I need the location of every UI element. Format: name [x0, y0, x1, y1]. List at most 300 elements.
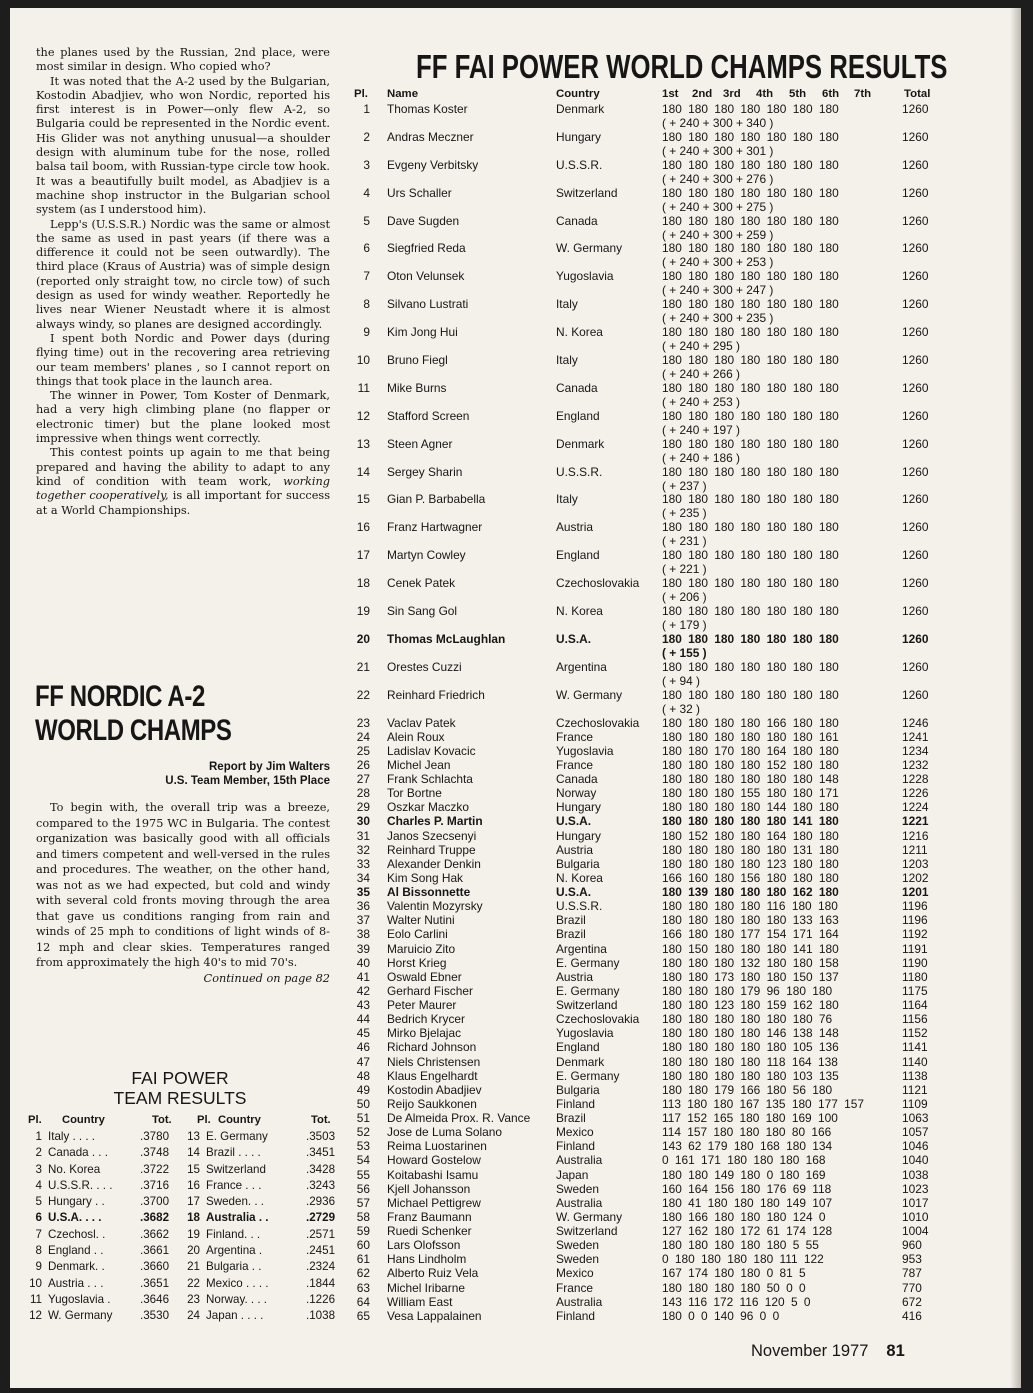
team-cell: Hungary . . [48, 1195, 105, 1209]
country: Austria [556, 520, 594, 535]
place: 49 [356, 1082, 370, 1097]
round-scores: 180 180 180 180 180 180 180 [662, 576, 839, 591]
total: 672 [902, 1294, 922, 1309]
place: 41 [356, 969, 370, 984]
paragraph: the planes used by the Russian, 2nd place, were most similar in design. Who copied who? [36, 46, 330, 74]
competitor-name: Walter Nutini [387, 913, 455, 928]
result-row [346, 632, 946, 660]
country: Yugoslavia [556, 269, 614, 284]
result-row [346, 1182, 946, 1196]
team-cell: .1038 [306, 1309, 336, 1323]
place: 18 [356, 576, 370, 591]
competitor-name: Kim Song Hak [387, 870, 464, 885]
result-row [346, 214, 946, 242]
result-row [346, 871, 946, 885]
round-scores: 180 180 180 155 180 180 171 [662, 786, 839, 801]
result-row [346, 520, 946, 548]
team-cell: 20 [187, 1244, 200, 1258]
round-scores: 180 180 180 180 180 180 180 [662, 520, 839, 535]
result-row [346, 913, 946, 927]
team-cell: Bulgaria . . [206, 1260, 262, 1274]
round-scores: 127 162 180 172 61 174 128 [662, 1224, 833, 1239]
round-scores: 180 180 180 180 180 180 180 [662, 464, 839, 479]
left-column-article [36, 46, 330, 518]
place: 27 [356, 772, 370, 787]
place: 22 [356, 687, 370, 702]
place: 13 [356, 436, 370, 451]
total: 1201 [902, 885, 929, 900]
total: 1202 [902, 870, 929, 885]
col-header: Total [904, 88, 931, 100]
flyoff-scores: ( + 240 + 295 ) [662, 339, 741, 354]
col-header: Tot. [311, 1114, 331, 1126]
country: England [556, 1040, 600, 1055]
result-row [346, 465, 946, 493]
country: Sweden [556, 1252, 599, 1267]
place: 30 [356, 814, 370, 829]
flyoff-scores: ( + 237 ) [662, 478, 707, 493]
competitor-name: Ruedi Schenker [387, 1224, 472, 1239]
place: 56 [356, 1181, 370, 1196]
place: 14 [356, 464, 370, 479]
team-cell: .3428 [306, 1162, 336, 1176]
round-scores: 167 174 180 180 0 81 5 [662, 1266, 806, 1281]
team-cell: 6 [35, 1211, 42, 1225]
round-scores: 160 164 156 180 176 69 118 [662, 1181, 832, 1196]
place: 37 [356, 913, 370, 928]
flyoff-scores: ( + 240 + 300 + 340 ) [662, 116, 774, 130]
total: 1260 [902, 157, 929, 172]
place: 1 [363, 102, 370, 116]
competitor-name: Maruicio Zito [387, 941, 456, 956]
byline-role: U.S. Team Member, 15th Place [165, 775, 330, 787]
result-row [346, 857, 946, 871]
team-cell: No. Korea [48, 1162, 101, 1176]
round-scores: 180 180 180 180 180 141 180 [662, 814, 839, 829]
total: 1004 [902, 1224, 929, 1239]
team-cell: 17 [187, 1195, 200, 1209]
country: Brazil [556, 927, 586, 942]
round-scores: 180 180 180 180 118 164 138 [662, 1054, 838, 1069]
result-row [346, 1055, 946, 1069]
team-cell: 8 [35, 1244, 42, 1258]
place: 29 [356, 800, 370, 815]
team-cell: .2936 [306, 1195, 336, 1209]
country: Bulgaria [556, 856, 600, 871]
country: U.S.S.R. [556, 899, 603, 914]
text-run: This contest points up again to me that being prepared and having the ability to adapt to any kind of condition with team work, [36, 446, 330, 488]
team-row [28, 1179, 338, 1195]
col-header: Country [556, 88, 600, 100]
competitor-name: Koitabashi Isamu [387, 1167, 479, 1182]
col-header: Tot. [152, 1114, 172, 1126]
result-row [346, 576, 946, 604]
country: Italy [556, 492, 578, 507]
country: Brazil [556, 1111, 586, 1126]
page-number: 81 [886, 1342, 905, 1360]
total: 1203 [902, 856, 929, 871]
nordic-article [36, 800, 330, 986]
country: Australia [556, 1153, 603, 1168]
country: W. Germany [556, 241, 623, 256]
competitor-name: Oton Velunsek [387, 269, 465, 284]
round-scores: 180 180 180 180 180 103 135 [662, 1068, 839, 1083]
result-row [346, 1083, 946, 1097]
col-header: 6th [822, 88, 840, 100]
total: 1109 [902, 1096, 928, 1111]
text-run: is all important for success at a World Championships. [36, 489, 330, 517]
competitor-name: Kim Jong Hui [387, 325, 458, 340]
team-cell: Austria . . . [48, 1276, 104, 1290]
place: 34 [356, 870, 370, 885]
result-row [346, 325, 946, 353]
byline [70, 760, 330, 788]
round-scores: 180 180 180 180 180 180 180 [662, 687, 839, 702]
round-scores: 180 180 180 180 50 0 0 [662, 1280, 806, 1295]
team-row [28, 1195, 338, 1211]
team-cell: 4 [35, 1178, 42, 1192]
flyoff-scores: ( + 221 ) [662, 562, 707, 577]
country: Finland [556, 1096, 595, 1111]
place: 24 [356, 729, 370, 744]
total: 1260 [902, 659, 929, 674]
team-cell: .3646 [140, 1292, 170, 1306]
round-scores: 180 180 179 166 180 56 180 [662, 1082, 833, 1097]
team-cell: 14 [187, 1146, 200, 1160]
result-row [346, 970, 946, 984]
team-cell: .3780 [140, 1130, 170, 1143]
result-row [346, 604, 946, 632]
nordic-body: To begin with, the overall trip was a breeze, compared to the 1975 WC in Bulgaria. The contest organization was basically good with all officials and timers competent and well-versed in the rules and procedures. The weather, on the other hand, was not as we had expected, but cold and windy with several cold fronts moving through the area that gave us conditions ranging from rain and winds of 25 mph to conditions of light winds of 8-12 mph and clear skies. Temperatures ranged from approximately the high 40's to mid 70's. [36, 801, 330, 969]
round-scores: 180 180 180 180 123 180 180 [662, 856, 839, 871]
col-header: 7th [854, 88, 872, 100]
total: 787 [902, 1266, 922, 1281]
total: 1260 [902, 520, 929, 535]
country: W. Germany [556, 687, 623, 702]
competitor-name: Alberto Ruiz Vela [387, 1266, 479, 1281]
title-line: TEAM RESULTS [113, 1088, 247, 1108]
col-header: 3rd [723, 88, 741, 100]
team-row [28, 1260, 338, 1276]
country: E. Germany [556, 983, 620, 998]
flyoff-scores: ( + 155 ) [662, 645, 707, 660]
team-cell: W. Germany [48, 1309, 113, 1323]
col-header: 1st [662, 88, 679, 100]
team-cell: England . . [48, 1244, 104, 1258]
flyoff-scores: ( + 32 ) [662, 701, 701, 716]
round-scores: 180 180 180 180 180 180 180 [662, 157, 839, 172]
competitor-name: William East [387, 1294, 453, 1309]
result-row [346, 1153, 946, 1167]
nordic-heading [35, 680, 275, 748]
competitor-name: Evgeny Verbitsky [387, 157, 479, 172]
flyoff-scores: ( + 240 + 300 + 259 ) [662, 227, 774, 242]
team-row [28, 1146, 338, 1162]
round-scores: 180 0 0 140 96 0 0 [662, 1308, 780, 1323]
result-row [346, 899, 946, 913]
result-row [346, 1125, 946, 1139]
competitor-name: Hans Lindholm [387, 1252, 467, 1267]
total: 1234 [902, 743, 929, 758]
team-cell: Canada . . . [48, 1146, 108, 1160]
team-results-table [28, 1114, 338, 1326]
total: 1260 [902, 297, 929, 312]
total: 1260 [902, 102, 929, 116]
round-scores: 166 160 180 156 180 180 180 [662, 870, 839, 885]
results-header-row [346, 88, 946, 102]
col-header: Country [62, 1114, 105, 1126]
competitor-name: Howard Gostelow [387, 1153, 481, 1168]
team-cell: .3661 [140, 1244, 170, 1258]
result-row [346, 716, 946, 730]
round-scores: 180 166 180 180 180 124 0 [662, 1209, 826, 1224]
competitor-name: Vesa Lappalainen [387, 1308, 482, 1323]
country: Yugoslavia [556, 743, 614, 758]
title-line: FAI POWER [131, 1068, 229, 1088]
country: Canada [556, 772, 598, 787]
result-row [346, 1069, 946, 1083]
col-header: 2nd [692, 88, 713, 100]
round-scores: 180 180 180 180 166 180 180 [662, 715, 839, 730]
team-cell: 3 [35, 1162, 42, 1176]
result-row [346, 786, 946, 800]
result-row [346, 927, 946, 941]
result-row [346, 1040, 946, 1054]
result-row [346, 843, 946, 857]
paragraph-last [36, 446, 330, 517]
flyoff-scores: ( + 240 + 300 + 276 ) [662, 171, 774, 186]
total: 1260 [902, 241, 929, 256]
competitor-name: Franz Hartwagner [387, 520, 483, 535]
team-row [28, 1244, 338, 1260]
round-scores: 180 180 180 180 144 180 180 [662, 800, 839, 815]
round-scores: 180 180 180 180 180 105 136 [662, 1040, 839, 1055]
country: Sweden [556, 1181, 599, 1196]
paragraph [36, 800, 330, 985]
competitor-name: Oszkar Maczko [387, 800, 469, 815]
place: 51 [356, 1111, 370, 1126]
place: 61 [356, 1252, 370, 1267]
competitor-name: Gian P. Barbabella [387, 492, 486, 507]
team-cell: Czechosl. . [48, 1227, 106, 1241]
team-cell: .2729 [306, 1211, 336, 1225]
round-scores: 180 180 180 180 180 180 148 [662, 772, 839, 787]
competitor-name: Orestes Cuzzi [387, 659, 462, 674]
country: Mexico [556, 1266, 594, 1281]
result-row [346, 1266, 946, 1280]
flyoff-scores: ( + 240 + 300 + 253 ) [662, 255, 774, 270]
country: Argentina [556, 659, 607, 674]
country: Canada [556, 213, 598, 228]
result-row [346, 1111, 946, 1125]
total: 1141 [902, 1040, 928, 1055]
col-header: Pl. [28, 1114, 42, 1126]
issue-date: November 1977 [751, 1342, 869, 1360]
competitor-name: Sin Sang Gol [387, 604, 458, 619]
competitor-name: Kostodin Abadjiev [387, 1082, 482, 1097]
total: 1164 [902, 998, 928, 1013]
place: 26 [356, 757, 370, 772]
place: 43 [356, 998, 370, 1013]
team-cell: .3530 [140, 1309, 170, 1323]
total: 1260 [902, 185, 929, 200]
total: 1121 [902, 1082, 928, 1097]
total: 1175 [902, 983, 928, 998]
team-cell: 1 [35, 1130, 42, 1143]
team-cell: .3451 [306, 1146, 336, 1160]
paragraph: I spent both Nordic and Power days (during flying time) out in the recovering area retrieving our team members' planes , so I cannot report on things that took place in the launch area. [36, 331, 330, 388]
team-cell: France . . . [206, 1178, 262, 1192]
results-title: FF FAI POWER WORLD CHAMPS RESULTS [416, 48, 948, 85]
competitor-name: Dave Sugden [387, 213, 460, 228]
place: 9 [363, 325, 370, 340]
total: 1196 [902, 913, 928, 928]
total: 1260 [902, 631, 929, 646]
total: 1260 [902, 604, 929, 619]
team-cell: .3660 [140, 1260, 170, 1274]
place: 21 [356, 659, 370, 674]
country: Finland [556, 1139, 595, 1154]
round-scores: 180 180 180 132 180 180 158 [662, 955, 839, 970]
competitor-name: Bedrich Krycer [387, 1012, 465, 1027]
country: N. Korea [556, 604, 603, 619]
place: 44 [356, 1012, 370, 1027]
round-scores: 0 161 171 180 180 180 168 [662, 1153, 826, 1168]
place: 54 [356, 1153, 370, 1168]
competitor-name: Vaclav Patek [387, 715, 456, 730]
round-scores: 180 150 180 180 180 141 180 [662, 941, 839, 956]
team-cell: 7 [35, 1227, 42, 1241]
place: 33 [356, 856, 370, 871]
total: 1260 [902, 353, 929, 368]
total: 1224 [902, 800, 929, 815]
flyoff-scores: ( + 94 ) [662, 673, 701, 688]
country: Switzerland [556, 185, 618, 200]
team-row [28, 1293, 338, 1309]
place: 46 [356, 1040, 370, 1055]
total: 1260 [902, 213, 929, 228]
total: 1191 [902, 941, 928, 956]
competitor-name: Ladislav Kovacic [387, 743, 476, 758]
country: E. Germany [556, 1068, 620, 1083]
total: 1156 [902, 1012, 928, 1027]
competitor-name: Sergey Sharin [387, 464, 463, 479]
result-row [346, 1281, 946, 1295]
result-row [346, 1097, 946, 1111]
page-footer [751, 1342, 905, 1361]
total: 1038 [902, 1167, 929, 1182]
flyoff-scores: ( + 206 ) [662, 590, 707, 605]
result-row [346, 942, 946, 956]
country: Finland [556, 1308, 595, 1323]
total: 1260 [902, 269, 929, 284]
country: France [556, 757, 594, 772]
round-scores: 180 180 180 180 180 180 161 [662, 729, 839, 744]
place: 16 [356, 520, 370, 535]
team-results-title [90, 1068, 270, 1108]
total: 416 [902, 1308, 922, 1323]
result-row [346, 829, 946, 843]
place: 4 [363, 185, 370, 200]
team-cell: .1844 [306, 1276, 336, 1290]
round-scores: 180 180 149 180 0 180 169 [662, 1167, 826, 1182]
competitor-name: Charles P. Martin [387, 814, 483, 829]
round-scores: 180 180 180 180 180 180 180 [662, 297, 839, 312]
round-scores: 180 180 180 180 180 180 180 [662, 213, 839, 228]
competitor-name: Cenek Patek [387, 576, 456, 591]
country: France [556, 729, 594, 744]
competitor-name: Lars Olofsson [387, 1238, 461, 1253]
competitor-name: Franz Baumann [387, 1209, 472, 1224]
total: 1152 [902, 1026, 928, 1041]
team-cell: 18 [187, 1211, 200, 1225]
total: 1017 [902, 1195, 929, 1210]
result-row [346, 130, 946, 158]
total: 1221 [902, 814, 929, 829]
country: Norway [556, 786, 597, 801]
competitor-name: Siegfried Reda [387, 241, 466, 256]
round-scores: 180 180 180 180 180 180 180 [662, 241, 839, 256]
col-header: 5th [789, 88, 807, 100]
competitor-name: Stafford Screen [387, 408, 470, 423]
total: 1046 [902, 1139, 929, 1154]
result-row [346, 297, 946, 325]
round-scores: 180 152 180 180 164 180 180 [662, 828, 839, 843]
place: 47 [356, 1054, 370, 1069]
total: 1040 [902, 1153, 929, 1168]
flyoff-scores: ( + 240 + 266 ) [662, 367, 741, 382]
competitor-name: Michel Iribarne [387, 1280, 465, 1295]
competitor-name: Alexander Denkin [387, 856, 481, 871]
round-scores: 180 180 170 180 164 180 180 [662, 743, 839, 758]
round-scores: 143 62 179 180 168 180 134 [662, 1139, 833, 1154]
place: 63 [356, 1280, 370, 1295]
magazine-page [10, 8, 1021, 1388]
total: 1260 [902, 464, 929, 479]
country: Hungary [556, 828, 601, 843]
total: 1211 [902, 842, 928, 857]
competitor-name: Bruno Fiegl [387, 353, 448, 368]
flyoff-scores: ( + 240 + 300 + 235 ) [662, 311, 774, 326]
competitor-name: Reima Luostarinen [387, 1139, 487, 1154]
total: 1023 [902, 1181, 929, 1196]
total: 1260 [902, 380, 929, 395]
team-cell: Japan . . . . [206, 1309, 264, 1323]
result-row [346, 1139, 946, 1153]
total: 1057 [902, 1125, 929, 1140]
byline-author: Report by Jim Walters [209, 761, 330, 773]
place: 65 [356, 1308, 370, 1323]
round-scores: 180 180 180 180 180 131 180 [662, 842, 839, 857]
round-scores: 180 180 180 179 96 180 180 [662, 983, 833, 998]
team-cell: .2324 [306, 1260, 336, 1274]
place: 45 [356, 1026, 370, 1041]
country: Mexico [556, 1125, 594, 1140]
team-cell: .3651 [140, 1276, 170, 1290]
competitor-name: Al Bissonnette [387, 885, 471, 900]
result-row [346, 1168, 946, 1182]
country: Denmark [556, 1054, 605, 1069]
total: 1260 [902, 687, 929, 702]
result-row [346, 381, 946, 409]
round-scores: 180 180 123 180 159 162 180 [662, 998, 839, 1013]
competitor-name: Michel Jean [387, 757, 451, 772]
team-cell: E. Germany [206, 1130, 268, 1143]
round-scores: 180 180 180 180 180 180 76 [662, 1012, 833, 1027]
total: 1180 [902, 969, 928, 984]
result-row [346, 758, 946, 772]
team-row [28, 1211, 338, 1227]
